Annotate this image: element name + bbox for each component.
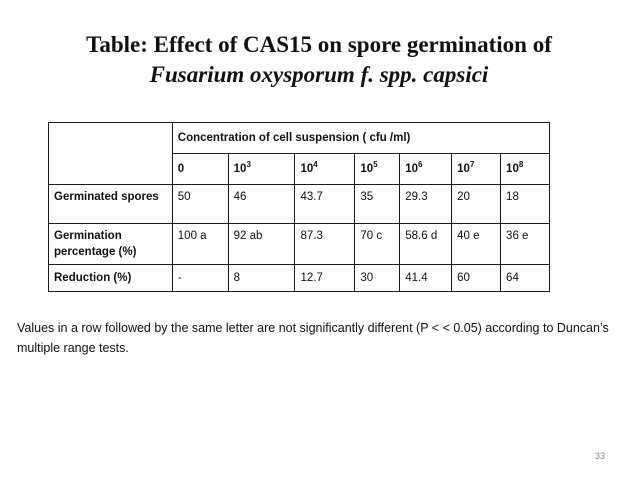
title-line-2: Fusarium oxysporum f. spp. capsici bbox=[149, 62, 489, 87]
corner-cell bbox=[49, 123, 173, 185]
row-label: Reduction (%) bbox=[49, 265, 173, 292]
table-cell: 35 bbox=[355, 185, 400, 224]
column-header: $10^7$ bbox=[452, 154, 501, 185]
table-cell: 18 bbox=[501, 185, 550, 224]
table-cell: 60 bbox=[452, 265, 501, 292]
column-header: 0 bbox=[172, 154, 228, 185]
table-cell: 43.7 bbox=[295, 185, 355, 224]
column-header: $10^5$ bbox=[355, 154, 400, 185]
group-header: Concentration of cell suspension ( cfu /ml) bbox=[172, 123, 549, 154]
table-cell: - bbox=[172, 265, 228, 292]
slide-title bbox=[0, 30, 638, 90]
column-header: $10^4$ bbox=[295, 154, 355, 185]
germination-table bbox=[48, 122, 550, 292]
table-row bbox=[49, 265, 550, 292]
column-header: $10^8$ bbox=[501, 154, 550, 185]
table-cell: 8 bbox=[228, 265, 295, 292]
table-cell: 64 bbox=[501, 265, 550, 292]
row-label: Germination percentage (%) bbox=[49, 224, 173, 265]
table-cell: 70 c bbox=[355, 224, 400, 265]
footnote: Values in a row followed by the same letter are not significantly different (P < < 0.05) according to Duncan’s multiple range tests. bbox=[17, 321, 609, 355]
table-cell: 20 bbox=[452, 185, 501, 224]
row-label: Germinated spores bbox=[49, 185, 173, 224]
table-row bbox=[49, 224, 550, 265]
table-cell: 29.3 bbox=[400, 185, 452, 224]
table-cell: 36 e bbox=[501, 224, 550, 265]
page-number: 33 bbox=[594, 451, 605, 461]
table-cell: 87.3 bbox=[295, 224, 355, 265]
table-cell: 41.4 bbox=[400, 265, 452, 292]
table-row bbox=[49, 185, 550, 224]
table-cell: 46 bbox=[228, 185, 295, 224]
table-cell: 40 e bbox=[452, 224, 501, 265]
table-cell: 30 bbox=[355, 265, 400, 292]
table-cell: 58.6 d bbox=[400, 224, 452, 265]
table-cell: 100 a bbox=[172, 224, 228, 265]
column-header: $10^3$ bbox=[228, 154, 295, 185]
table-cell: 12.7 bbox=[295, 265, 355, 292]
title-line-1: Table: Effect of CAS15 on spore germination of bbox=[86, 32, 552, 57]
table-cell: 50 bbox=[172, 185, 228, 224]
column-header: $10^6$ bbox=[400, 154, 452, 185]
table-cell: 92 ab bbox=[228, 224, 295, 265]
